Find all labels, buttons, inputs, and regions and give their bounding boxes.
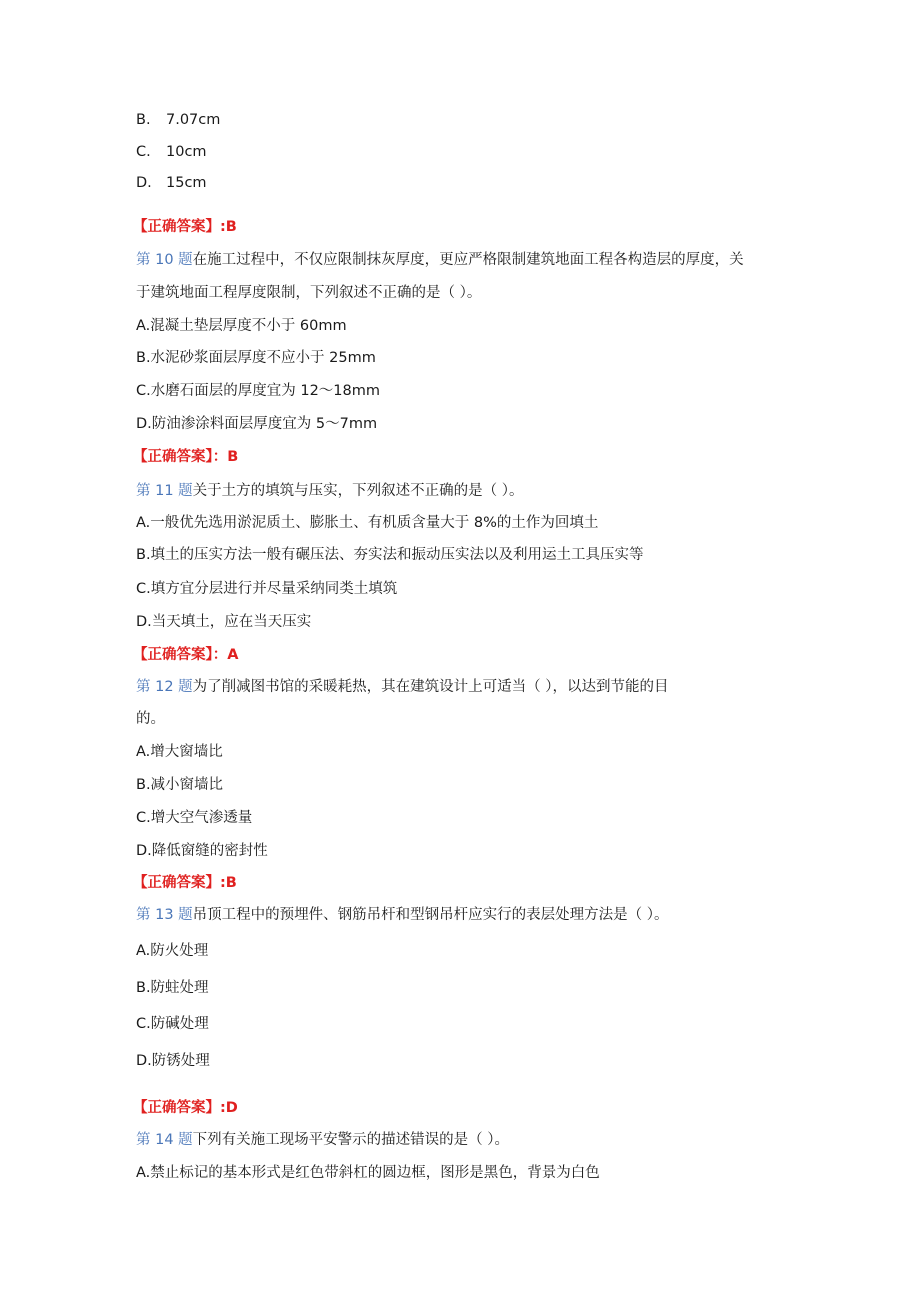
question-12-option-c: C.增大空气渗透量 bbox=[136, 810, 253, 826]
question-12-option-b: B.减小窗墙比 bbox=[136, 777, 224, 793]
question-12-option-d: D.降低窗缝的密封性 bbox=[136, 843, 268, 859]
question-12-line-1 bbox=[136, 677, 669, 697]
answer-label: 【正确答案】:D bbox=[133, 1100, 238, 1116]
question-number: 第 10 题 bbox=[136, 252, 193, 268]
question-10-option-a: A.混凝土垫层厚度不小于 60mm bbox=[136, 318, 347, 334]
question-11-option-d: D.当天填土，应在当天压实 bbox=[136, 614, 312, 630]
question-10-line-2: 于建筑地面工程厚度限制，下列叙述不正确的是（ ）。 bbox=[136, 285, 482, 301]
question-10-option-c: C.水磨石面层的厚度宜为 12～18mm bbox=[136, 383, 380, 399]
question-11-line-1 bbox=[136, 481, 524, 501]
question-text: 关于土方的填筑与压实，下列叙述不正确的是（ ）。 bbox=[192, 483, 524, 499]
option-label: D. bbox=[136, 175, 152, 191]
question-text: 吊顶工程中的预埋件、钢筋吊杆和型钢吊杆应实行的表层处理方法是（ ）。 bbox=[192, 907, 669, 923]
option-text: 10cm bbox=[166, 144, 207, 160]
option-text: 15cm bbox=[166, 175, 207, 191]
option-label: C. bbox=[136, 144, 151, 160]
question-11-option-b: B.填土的压实方法一般有碾压法、夯实法和振动压实法以及利用运土工具压实等 bbox=[136, 547, 644, 563]
question-13-option-c: C.防碱处理 bbox=[136, 1016, 209, 1032]
question-13-option-d: D.防锈处理 bbox=[136, 1053, 210, 1069]
answer-label: 【正确答案】：A bbox=[133, 647, 239, 663]
question-12-option-a: A.增大窗墙比 bbox=[136, 744, 223, 760]
question-14-option-a: A.禁止标记的基本形式是红色带斜杠的圆边框，图形是黑色，背景为白色 bbox=[136, 1165, 600, 1181]
option-c bbox=[136, 142, 207, 162]
question-number: 第 12 题 bbox=[136, 679, 193, 695]
option-label: B. bbox=[136, 112, 151, 128]
question-10-line-1 bbox=[136, 250, 744, 270]
question-11-option-a: A.一般优先选用淤泥质土、膨胀土、有机质含量大于 8%的土作为回填土 bbox=[136, 515, 599, 531]
option-d bbox=[136, 173, 207, 193]
answer-label: 【正确答案】:B bbox=[133, 219, 237, 235]
question-12-line-2: 的。 bbox=[136, 711, 165, 727]
answer-label: 【正确答案】：B bbox=[133, 449, 239, 465]
question-10-option-d: D.防油渗涂料面层厚度宜为 5～7mm bbox=[136, 416, 378, 432]
question-text: 下列有关施工现场平安警示的描述错误的是（ ）。 bbox=[192, 1132, 510, 1148]
question-13-option-a: A.防火处理 bbox=[136, 943, 209, 959]
question-14-line-1 bbox=[136, 1130, 509, 1150]
answer-label: 【正确答案】:B bbox=[133, 875, 237, 891]
question-number: 第 11 题 bbox=[136, 483, 193, 499]
question-text: 为了削减图书馆的采暖耗热，其在建筑设计上可适当（ ），以达到节能的目 bbox=[192, 679, 669, 695]
option-text: 7.07cm bbox=[166, 112, 221, 128]
question-13-line-1 bbox=[136, 905, 669, 925]
question-10-option-b: B.水泥砂浆面层厚度不应小于 25mm bbox=[136, 350, 376, 366]
question-number: 第 14 题 bbox=[136, 1132, 193, 1148]
option-b bbox=[136, 110, 220, 130]
question-number: 第 13 题 bbox=[136, 907, 193, 923]
question-13-option-b: B.防蛀处理 bbox=[136, 980, 209, 996]
question-11-option-c: C.填方宜分层进行并尽量采纳同类土填筑 bbox=[136, 581, 398, 597]
question-text: 在施工过程中，不仅应限制抹灰厚度，更应严格限制建筑地面工程各构造层的厚度，关 bbox=[192, 252, 744, 268]
